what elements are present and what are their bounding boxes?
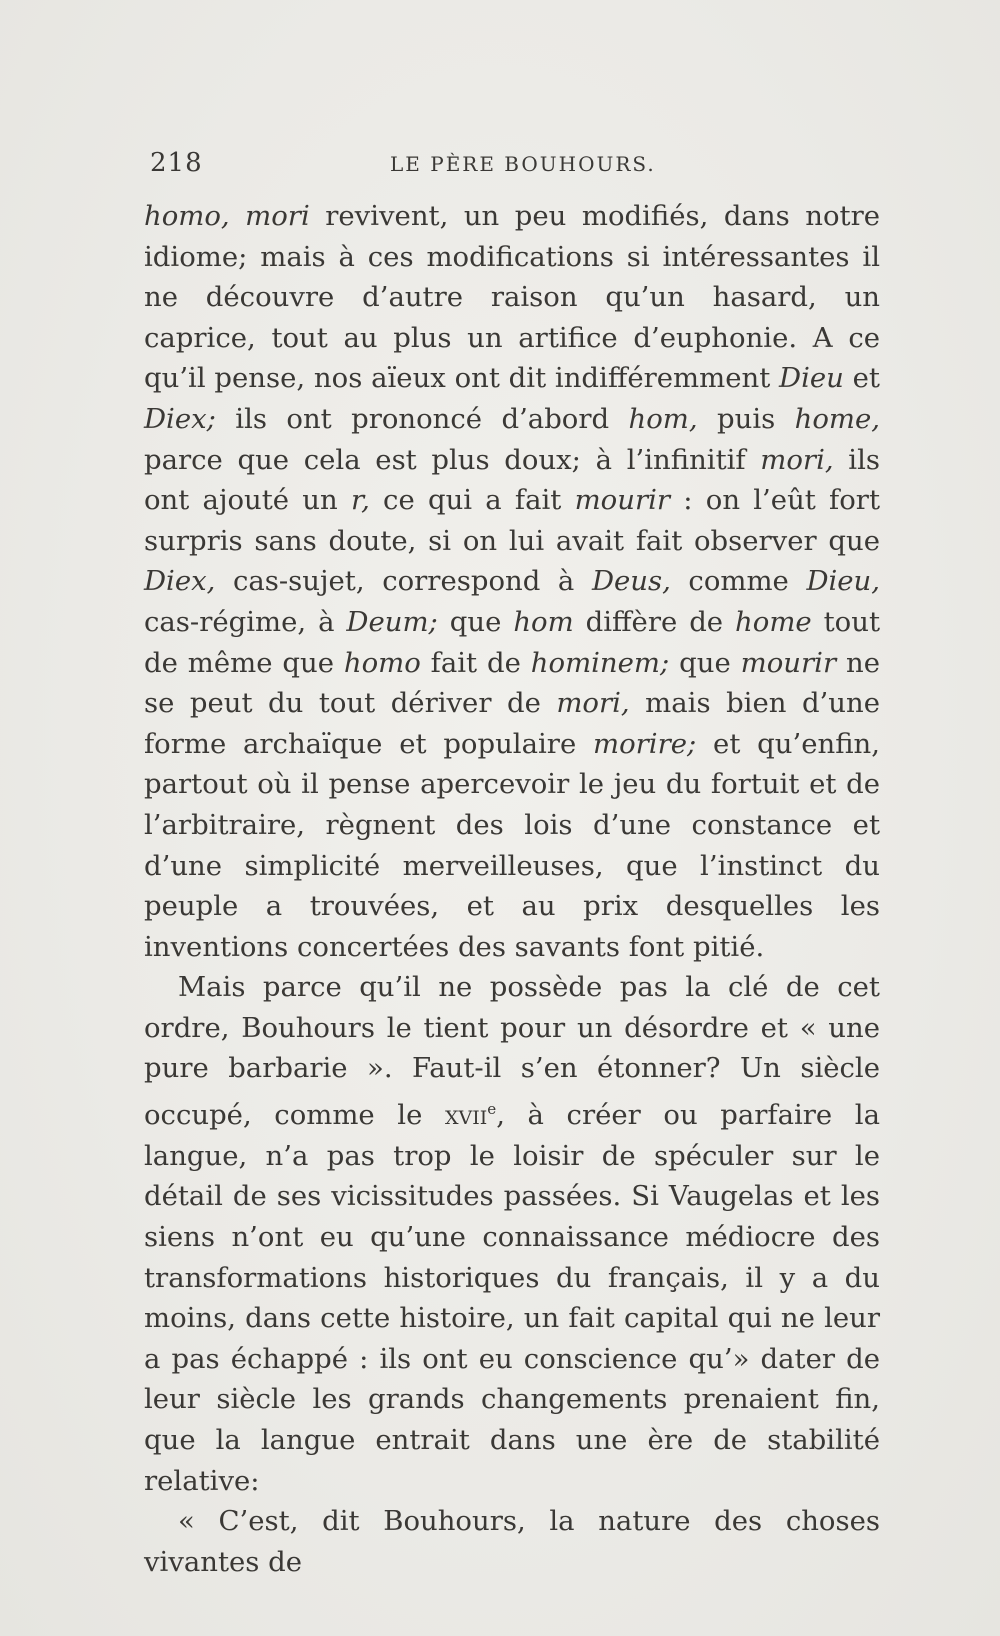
italic-text: Dieu bbox=[779, 362, 844, 395]
text-span: diffère de bbox=[573, 605, 736, 638]
text-span: ils ont prononcé d’abord bbox=[215, 402, 629, 435]
running-title: LE PÈRE BOUHOURS. bbox=[390, 152, 656, 176]
paragraph bbox=[144, 967, 880, 1501]
text-span: que bbox=[669, 646, 741, 679]
italic-text: hominem; bbox=[530, 646, 670, 679]
text-span: comme bbox=[670, 565, 807, 598]
text-span: mais bien d’une forme archaïque et populaire bbox=[144, 687, 880, 760]
italic-text: Diex, bbox=[144, 565, 216, 598]
text-span: cas-sujet, correspond à bbox=[215, 565, 592, 598]
text-span: ce qui a fait bbox=[369, 484, 575, 517]
italic-text: Diex; bbox=[144, 402, 216, 435]
text-span: Mais parce qu’il ne possède pas la clé de cet ordre, Bouhours le tient pour un désordre et « une pure barbarie ». Faut-il s’en étonner? Un siècle occupé, comme le bbox=[144, 971, 880, 1132]
italic-text: mori, bbox=[760, 443, 834, 476]
text-span: revivent, un peu modifiés, dans notre idiome; mais à ces modifications si intéressantes il ne découvre d’autre raison qu’un hasard, un caprice, tout au plus un artifice d’euphonie. A ce qu’il pense, nos aïeux ont dit indifféremment bbox=[144, 200, 880, 395]
text-span: e bbox=[487, 1100, 497, 1119]
text-span: puis bbox=[697, 402, 795, 435]
text-span: et bbox=[843, 362, 880, 395]
italic-text: hom bbox=[513, 605, 574, 638]
italic-text: mourir bbox=[574, 484, 671, 517]
text-span: que bbox=[437, 605, 514, 638]
italic-text: r, bbox=[350, 484, 370, 517]
italic-text: home, bbox=[794, 402, 880, 435]
paragraph bbox=[144, 196, 880, 967]
text-span: tout de même que bbox=[144, 605, 880, 679]
text-span: xvii bbox=[444, 1099, 488, 1132]
running-head bbox=[150, 148, 885, 184]
body-text bbox=[144, 196, 880, 1582]
italic-text: Dieu, bbox=[806, 565, 881, 598]
italic-text: mori, bbox=[556, 687, 630, 720]
text-span: ne se peut du tout dériver de bbox=[144, 646, 880, 720]
italic-text: homo, mori bbox=[144, 200, 310, 232]
text-span: fait de bbox=[420, 646, 531, 679]
text-span: « C’est, dit Bouhours, la nature des choses vivantes de bbox=[144, 1505, 880, 1578]
italic-text: morire; bbox=[593, 727, 697, 760]
italic-text: Deus, bbox=[591, 565, 671, 598]
text-span: , à créer ou parfaire la langue, n’a pas trop le loisir de spéculer sur le détail de ses vicissitudes passées. Si Vaugelas et les siens n’ont eu qu’une connaissance médiocre des transformations historiques du français, il y a du moins, dans cette histoire, un fait capital qui ne leur a pas échappé : ils ont eu conscience qu’» dater de leur siècle les grands changements prenaient fin, que la langue entrait dans une ère de stabilité relative: bbox=[144, 1099, 880, 1497]
text-span: ils ont ajouté un bbox=[144, 443, 881, 517]
italic-text: homo bbox=[343, 646, 421, 679]
paragraph bbox=[144, 1501, 880, 1582]
italic-text: home bbox=[735, 605, 812, 638]
italic-text: hom, bbox=[628, 402, 698, 435]
italic-text: Deum; bbox=[346, 605, 438, 638]
text-span: : on l’eût fort surpris sans doute, si on lui avait fait observer que bbox=[144, 484, 880, 557]
italic-text: mourir bbox=[740, 646, 837, 679]
text-span: et qu’enfin, partout où il pense apercevoir le jeu du fortuit et de l’arbitraire, règnent des lois d’une constance et d’une simplicité merveilleuses, que l’instinct du peuple a trouvées, et au prix desquelles les inventions concertées des savants font pitié. bbox=[144, 727, 880, 963]
text-span: cas-régime, à bbox=[144, 605, 347, 638]
text-span: parce que cela est plus doux; à l’infinitif bbox=[144, 443, 761, 476]
page-number: 218 bbox=[150, 148, 203, 178]
